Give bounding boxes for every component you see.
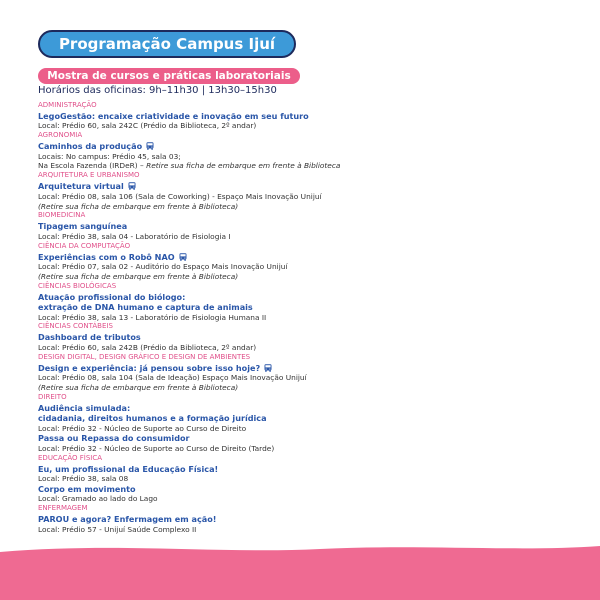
location-text: Local: Prédio 38, sala 04 - Laboratório de Fisiologia I xyxy=(38,231,231,241)
event-title: Caminhos da produção xyxy=(38,141,143,152)
category-enfermagem: ENFERMAGEM xyxy=(38,504,88,513)
location-text xyxy=(38,383,578,393)
event-arquitetura-virtual xyxy=(38,181,578,191)
boarding-note: Retire sua ficha de embarque em frente à Biblioteca xyxy=(146,161,341,171)
schedule-list xyxy=(38,101,578,534)
bus-icon xyxy=(264,364,272,372)
event-audiencia-simulada-cont: cidadania, direitos humanos e a formação jurídica xyxy=(38,413,267,424)
location-text xyxy=(38,272,578,282)
page-title: Programação Campus Ijuí xyxy=(38,30,296,58)
category-educacao-fisica: EDUCAÇÃO FÍSICA xyxy=(38,453,103,462)
location-text: Local: Prédio 60, sala 242B (Prédio da Biblioteca, 2º andar) xyxy=(38,342,257,352)
location-text: Local: Prédio 32 - Núcleo de Suporte ao Curso de Direito (Tarde) xyxy=(38,443,275,453)
location-text: Local: Gramado ao lado do Lago xyxy=(38,494,158,504)
category-biomedicina: BIOMEDICINA xyxy=(38,211,86,220)
boarding-note: (Retire sua ficha de embarque em frente à Biblioteca) xyxy=(38,271,239,281)
boarding-note: (Retire sua ficha de embarque em frente à Biblioteca) xyxy=(38,382,239,392)
location-text: Locais: No campus: Prédio 45, sala 03; xyxy=(38,151,181,161)
event-title: Experiências com o Robô NAO xyxy=(38,251,175,262)
location-text: Local: Prédio 57 - Unijuí Saúde Complexo II xyxy=(38,524,197,534)
event-atuacao-biologo-cont: extração de DNA humano e captura de animais xyxy=(38,302,253,313)
event-passa-repassa: Passa ou Repassa do consumidor xyxy=(38,433,190,444)
location-text: Local: Prédio 38, sala 13 - Laboratório de Fisiologia Humana II xyxy=(38,312,267,322)
event-design-experiencia xyxy=(38,363,578,373)
location-text: Local: Prédio 38, sala 08 xyxy=(38,474,129,484)
category-ciencias-contabeis: CIÊNCIAS CONTÁBEIS xyxy=(38,322,113,331)
location-text: Local: Prédio 08, sala 104 (Sala de Ideação) Espaço Mais Inovação Unijuí xyxy=(38,372,307,382)
event-audiencia-simulada: Audiência simulada: xyxy=(38,402,131,413)
location-text: Local: Prédio 32 - Núcleo de Suporte ao Curso de Direito xyxy=(38,423,247,433)
location-line: Na Escola Fazenda (IRDeR) – xyxy=(38,161,147,171)
boarding-note: (Retire sua ficha de embarque em frente à Biblioteca) xyxy=(38,201,239,211)
bottom-wave-decoration xyxy=(0,540,600,600)
bus-icon xyxy=(146,142,154,150)
category-administracao: ADMINISTRAÇÃO xyxy=(38,101,97,109)
event-title: Arquitetura virtual xyxy=(38,181,124,192)
location-text: Local: Prédio 60, sala 242C (Prédio da Biblioteca, 2º andar) xyxy=(38,121,257,131)
event-legogestao: LegoGestão: encaixe criatividade e inovação em seu futuro xyxy=(38,110,309,121)
location-text xyxy=(38,161,578,171)
event-atuacao-biologo: Atuação profissional do biólogo: xyxy=(38,291,186,302)
workshop-hours: Horários das oficinas: 9h–11h30 | 13h30–15h30 xyxy=(38,85,277,96)
event-profissional-educacao-fisica: Eu, um profissional da Educação Física! xyxy=(38,463,219,474)
event-robo-nao xyxy=(38,252,578,262)
event-title: Design e experiência: já pensou sobre isso hoje? xyxy=(38,362,261,373)
category-ciencia-computacao: CIÊNCIA DA COMPUTAÇÃO xyxy=(38,241,131,250)
category-ciencias-biologicas: CIÊNCIAS BIOLÓGICAS xyxy=(38,281,117,290)
location-text: Local: Prédio 08, sala 106 (Sala de Coworking) - Espaço Mais Inovação Unijuí xyxy=(38,191,322,201)
category-direito: DIREITO xyxy=(38,392,67,401)
event-tipagem-sanguinea: Tipagem sanguínea xyxy=(38,221,128,232)
event-caminhos-producao xyxy=(38,141,578,151)
event-dashboard-tributos: Dashboard de tributos xyxy=(38,332,141,343)
event-parou-e-agora: PAROU e agora? Enfermagem em ação! xyxy=(38,514,217,525)
section-subtitle: Mostra de cursos e práticas laboratoriais xyxy=(38,68,300,84)
bus-icon xyxy=(128,182,136,190)
event-corpo-movimento: Corpo em movimento xyxy=(38,483,136,494)
category-design: DESIGN DIGITAL, DESIGN GRÁFICO E DESIGN DE AMBIENTES xyxy=(38,352,251,361)
location-text: Local: Prédio 07, sala 02 - Auditório do Espaço Mais Inovação Unijuí xyxy=(38,262,288,271)
location-text xyxy=(38,202,578,212)
bus-icon xyxy=(179,253,187,261)
category-agronomia: AGRONOMIA xyxy=(38,131,83,140)
category-arquitetura: ARQUITETURA E URBANISMO xyxy=(38,171,140,180)
